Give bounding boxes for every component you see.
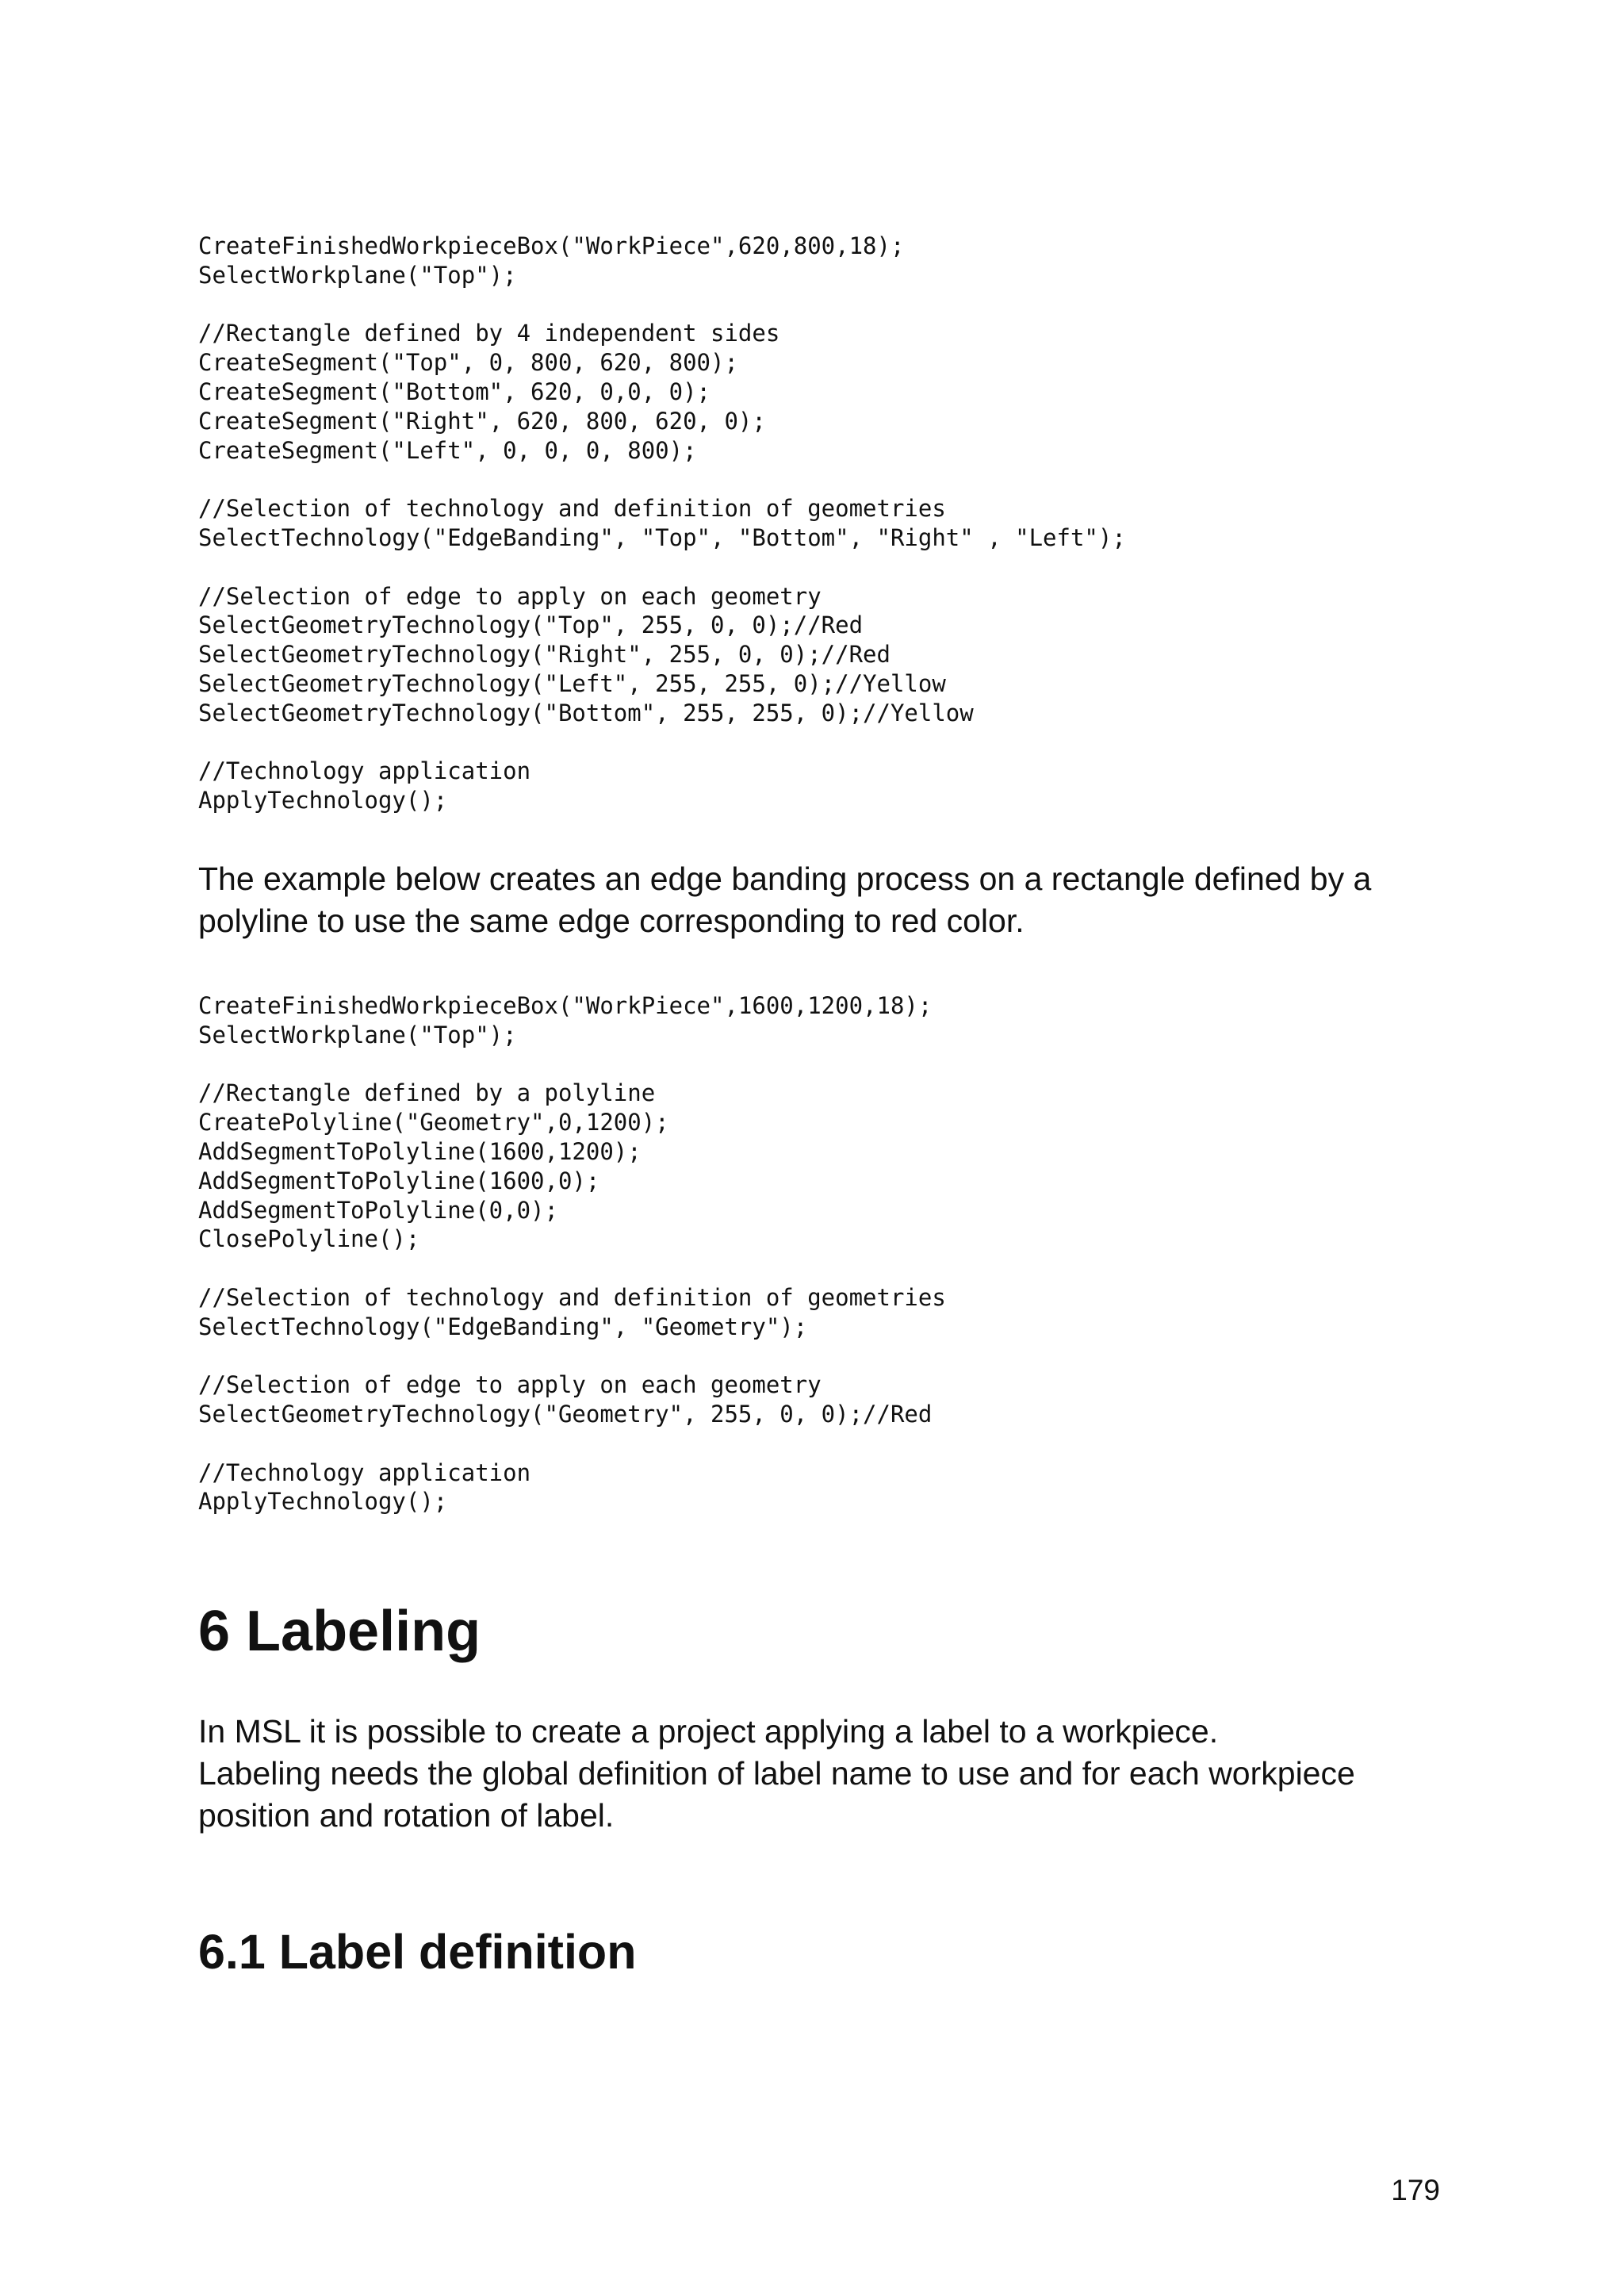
code-line: AddSegmentToPolyline(1600,1200); xyxy=(198,1137,642,1165)
section-heading-labeling: 6 Labeling xyxy=(198,1600,481,1664)
code-line: CreateFinishedWorkpieceBox("WorkPiece",1600,1200,18); xyxy=(198,991,933,1019)
paragraph-line: polyline to use the same edge corresponding to red color. xyxy=(198,902,1025,939)
code-example-1-block xyxy=(198,494,1435,553)
code-line: //Selection of edge to apply on each geometry xyxy=(198,582,822,610)
code-line: ClosePolyline(); xyxy=(198,1225,420,1253)
paragraph-line: In MSL it is possible to create a project applying a label to a workpiece. xyxy=(198,1713,1219,1750)
code-example-1-block xyxy=(198,232,1435,290)
code-line: CreateSegment("Right", 620, 800, 620, 0); xyxy=(198,407,766,435)
code-line: SelectTechnology("EdgeBanding", "Top", "Bottom", "Right" , "Left"); xyxy=(198,523,1126,551)
intro-paragraph-polyline-example xyxy=(198,858,1435,942)
code-example-polyline xyxy=(198,991,1435,1516)
code-line: //Selection of edge to apply on each geometry xyxy=(198,1371,822,1399)
code-example-2-block xyxy=(198,1079,1435,1254)
paragraph-line: position and rotation of label. xyxy=(198,1797,615,1834)
code-line: SelectGeometryTechnology("Bottom", 255, 255, 0);//Yellow xyxy=(198,699,974,726)
code-line: CreateSegment("Left", 0, 0, 0, 800); xyxy=(198,436,697,464)
code-line: SelectGeometryTechnology("Geometry", 255, 0, 0);//Red xyxy=(198,1401,933,1428)
code-example-1-block xyxy=(198,319,1435,465)
code-line: SelectGeometryTechnology("Right", 255, 0, 0);//Red xyxy=(198,641,891,669)
page-number: 179 xyxy=(1391,2174,1440,2206)
code-example-2-block xyxy=(198,991,1435,1050)
paragraph-line: Labeling needs the global definition of label name to use and for each workpiece xyxy=(198,1755,1355,1792)
code-line: //Rectangle defined by 4 independent sides xyxy=(198,320,780,347)
paragraph-line: The example below creates an edge banding process on a rectangle defined by a xyxy=(198,860,1372,897)
code-example-1-block xyxy=(198,757,1435,815)
code-example-2-block xyxy=(198,1370,1435,1429)
code-example-1-block xyxy=(198,582,1435,728)
code-line: AddSegmentToPolyline(1600,0); xyxy=(198,1167,600,1194)
code-line: SelectGeometryTechnology("Left", 255, 255, 0);//Yellow xyxy=(198,669,946,697)
code-example-2-block xyxy=(198,1458,1435,1517)
code-line: //Technology application xyxy=(198,757,531,785)
code-line: //Technology application xyxy=(198,1458,531,1486)
labeling-description-paragraph xyxy=(198,1711,1435,1837)
code-line: ApplyTechnology(); xyxy=(198,787,448,815)
code-line: //Selection of technology and definition of geometries xyxy=(198,495,946,523)
code-line: AddSegmentToPolyline(0,0); xyxy=(198,1196,558,1224)
code-line: SelectGeometryTechnology("Top", 255, 0, 0);//Red xyxy=(198,611,864,639)
code-line: CreateFinishedWorkpieceBox("WorkPiece",620,800,18); xyxy=(198,232,905,259)
code-line: SelectWorkplane("Top"); xyxy=(198,1021,517,1048)
code-example-2-block xyxy=(198,1283,1435,1342)
code-line: //Rectangle defined by a polyline xyxy=(198,1079,656,1107)
code-line: CreateSegment("Bottom", 620, 0,0, 0); xyxy=(198,378,711,405)
code-line: //Selection of technology and definition of geometries xyxy=(198,1283,946,1311)
code-line: ApplyTechnology(); xyxy=(198,1488,448,1516)
subsection-heading-label-definition: 6.1 Label definition xyxy=(198,1925,637,1980)
page-content xyxy=(198,232,1435,1981)
code-line: SelectWorkplane("Top"); xyxy=(198,261,517,289)
code-line: SelectTechnology("EdgeBanding", "Geometry"); xyxy=(198,1313,808,1340)
code-line: CreatePolyline("Geometry",0,1200); xyxy=(198,1109,669,1137)
code-line: CreateSegment("Top", 0, 800, 620, 800); xyxy=(198,349,738,377)
code-example-4-segments xyxy=(198,232,1435,815)
